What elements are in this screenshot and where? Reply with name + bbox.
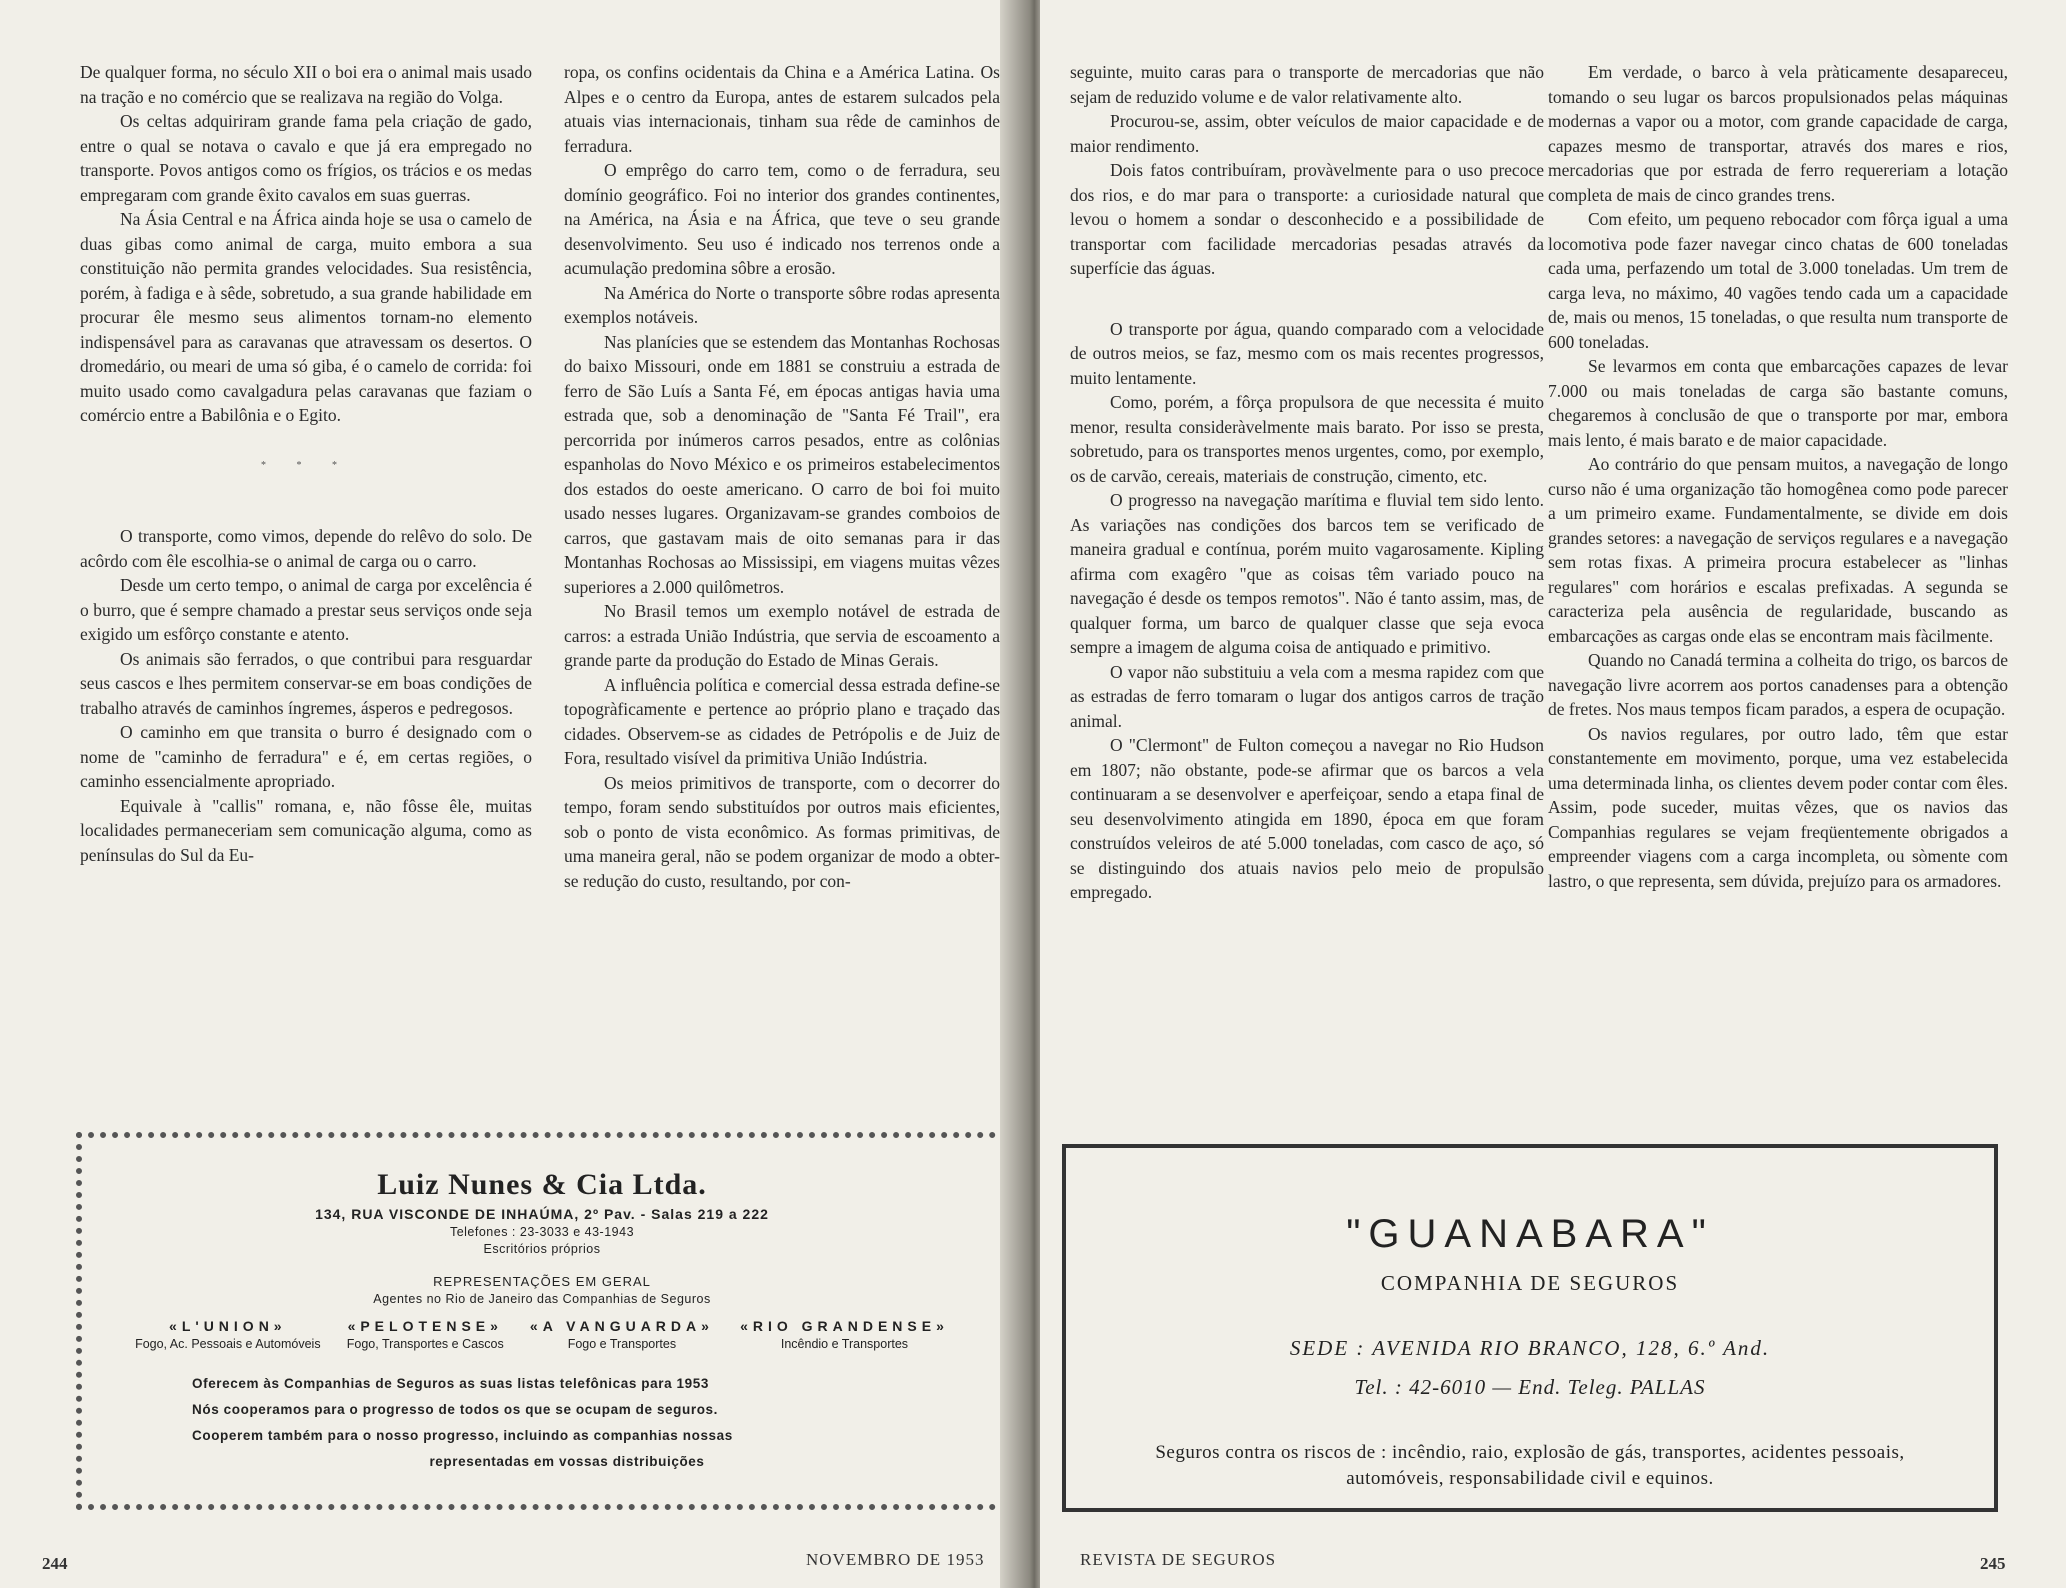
issue-date: NOVEMBRO DE 1953 (806, 1550, 985, 1569)
page-number-left: 244 (42, 1554, 68, 1573)
paragraph: Se levarmos em conta que embarcações capazes de levar 7.000 ou mais toneladas de carga são bastante comuns, chegaremos à conclusão de que o transporte por mar, embora mais lento, é mais barato e de maior capacidade. (1548, 356, 2008, 450)
represented-companies (122, 1318, 962, 1351)
offer-line: Nós cooperamos para o progresso de todos os que se ocupam de seguros. (192, 1402, 719, 1417)
paragraph: Como, porém, a fôrça propulsora de que necessita é muito menor, resulta consideràvelmente mais barato. Por isso se presta, sobretudo, para os transportes menos urgentes, como, por exemplo, os de carvão, cereais, materiais de construção, cimento, etc. (1070, 392, 1544, 486)
company-entry (135, 1318, 321, 1351)
offer-line: Cooperem também para o nosso progresso, incluindo as companhias nossas (192, 1428, 733, 1443)
company-entry (347, 1318, 504, 1351)
paragraph: Os celtas adquiriram grande fama pela criação de gado, entre o qual se notava o cavalo e que já era empregado no transporte. Povos antigos como os frígios, os trácios e os medas empregaram com grande êxito cavalos em suas guerras. (80, 111, 532, 205)
company-entry (530, 1318, 714, 1351)
offer-line: Oferecem às Companhias de Seguros as suas listas telefônicas para 1953 (192, 1376, 709, 1391)
paragraph: Com efeito, um pequeno rebocador com fôrça igual a uma locomotiva pode fazer navegar cinco chatas de 600 toneladas cada uma, perfazendo um total de 3.000 toneladas. Um trem de carga leva, no máximo, 40 vagões tendo cada um a capacidade de, mais ou menos, 15 toneladas, o que resulta num transporte de 600 toneladas. (1548, 209, 2008, 352)
paragraph: Quando no Canadá termina a colheita do trigo, os barcos de navegação livre acorrem aos portos canadenses para a obtenção de fretes. Nos maus tempos ficam parados, a espera de ocupação. (1548, 650, 2008, 719)
company-desc: Fogo, Transportes e Cascos (346, 1337, 504, 1351)
paragraph: Ao contrário do que pensam muitos, a navegação de longo curso não é uma organização tão homogênea como pode parecer a um primeiro exame. Fundamentalmente, se divide em dois grandes setores: a navegação de serviços regulares e a navegação sem rotas fixas. A primeira procura estabelecer as "linhas regulares" com horários e escalas prefixadas. A segunda se caracteriza pela ausência de regularidade, buscando as embarcações as cargas onde elas se encontram mais fàcilmente. (1548, 454, 2008, 646)
offer-line: representadas em vossas distribuições (429, 1454, 705, 1469)
offer-text (192, 1371, 942, 1475)
paragraph: No Brasil temos um exemplo notável de estrada de carros: a estrada União Indústria, que servia de escoamento a grande parte da produção do Estado de Minas Gerais. (564, 601, 1000, 670)
paragraph: Na América do Norte o transporte sôbre rodas apresenta exemplos notáveis. (564, 282, 1000, 327)
page-number-right: 245 (1980, 1554, 2006, 1573)
paragraph: O transporte por água, quando comparado com a velocidade de outros meios, se faz, mesmo com os mais recentes progressos, muito lentamente. (1070, 318, 1544, 388)
left-page (0, 0, 1022, 1588)
paragraph: Na Ásia Central e na África ainda hoje se usa o camelo de duas gibas como animal de carga, muito embora a sua constituição não permita grandes velocidades. Sua resistência, porém, à fadiga e à sêde, sobretudo, a sua grande habilidade em procurar êle mesmo seus alimentos tornam-no elemento indispensável para as caravanas que atravessam os desertos. O dromedário, ou meari de uma só giba, é o camelo de corrida: foi muito usado como cavalgadura pelas caravanas que faziam o comércio entre a Babilônia e o Egito. (80, 209, 532, 425)
company-name: «A VANGUARDA» (529, 1318, 714, 1334)
insurance-coverage: Seguros contra os riscos de : incêndio, raio, explosão de gás, transportes, acidentes pessoais, automóveis, responsabilidade civil e equinos. (1155, 1442, 1905, 1489)
right-column-1 (1070, 60, 1544, 905)
company-name: «PELOTENSE» (347, 1318, 503, 1334)
paragraph: seguinte, muito caras para o transporte de mercadorias que não sejam de reduzido volume e de valor relativamente alto. (1070, 62, 1544, 107)
right-page (1040, 0, 2066, 1588)
paragraph: Procurou-se, assim, obter veículos de maior capacidade e de maior rendimento. (1070, 111, 1544, 156)
advertiser-name: Luiz Nunes & Cia Ltda. (377, 1168, 707, 1201)
paragraph: Desde um certo tempo, o animal de carga por excelência é o burro, que é sempre chamado a prestar seus serviços onde seja exigido um esfôrço constante e atento. (80, 575, 532, 644)
luiz-nunes-advertisement (76, 1132, 1008, 1510)
advertiser-name: "GUANABARA" (1346, 1212, 1714, 1256)
paragraph: Os navios regulares, por outro lado, têm que estar constantemente em movimento, porque, uma vez estabelecida uma determinada linha, os clientes devem poder contar com êles. Assim, pode suceder, muitas vêzes, que os navios das Companhias regulares se vejam freqüentemente obrigados a empreender viagens com a carga incompleta, ou sòmente com lastro, o que representa, sem dúvida, prejuízo para os armadores. (1548, 723, 2008, 891)
paragraph: Nas planícies que se estendem das Montanhas Rochosas do baixo Missouri, onde em 1881 se construiu a estrada de ferro de São Luís a Santa Fé, em épocas antigas havia uma estrada que, sob a denominação de "Santa Fé Trail", era percorrida por inúmeros carros pesados, entre as colônias espanholas do Novo México e os primeiros estabelecimentos dos estados do oeste americano. O carro de boi foi muito usado nesses lugares. Organizavam-se grandes comboios de carros, que gastavam mais de oito semanas para ir das Montanhas Rochosas ao Mississipi, em viagens muitas vêzes superiores a 2.000 quilômetros. (564, 331, 1000, 597)
advertiser-address: SEDE : AVENIDA RIO BRANCO, 128, 6.º And. (1289, 1336, 1771, 1360)
paragraph: O emprêgo do carro tem, como o de ferradura, seu domínio geográfico. Foi no interior dos grandes continentes, na América, na Ásia e na África, que teve o seu grande desenvolvimento. Seu uso é indicado nos terrenos onde a acumulação predomina sôbre a erosão. (564, 160, 1000, 278)
representations-heading: REPRESENTAÇÕES EM GERAL (433, 1274, 651, 1289)
magazine-title: REVISTA DE SEGUROS (1080, 1550, 1277, 1569)
company-entry (740, 1318, 949, 1351)
advertiser-offices: Escritórios próprios (483, 1242, 601, 1256)
advertiser-phones: Telefones : 23-3033 e 43-1943 (449, 1225, 635, 1239)
section-gap (1070, 281, 1544, 317)
paragraph: ropa, os confins ocidentais da China e a América Latina. Os Alpes e o centro da Europa, antes de estarem sulcados pela atuais vias internacionais, tinham sua rêde de caminhos de ferradura. (564, 62, 1000, 156)
company-desc: Fogo, Ac. Pessoais e Automóveis (135, 1337, 321, 1351)
advertiser-address: 134, RUA VISCONDE DE INHAÚMA, 2º Pav. - Salas 219 a 222 (315, 1206, 769, 1222)
agents-line: Agentes no Rio de Janeiro das Companhias de Seguros (373, 1292, 711, 1306)
section-separator: * * * (261, 459, 351, 471)
left-column-1 (80, 60, 532, 867)
paragraph: A influência política e comercial dessa estrada define-se topogràficamente e pertence ao próprio plano e traçado das cidades. Observem-se as cidades de Petrópolis e de Juiz de Fora, resultado visível da primitiva União Indústria. (564, 674, 1000, 768)
guanabara-advertisement (1062, 1144, 1998, 1512)
paragraph: O "Clermont" de Fulton começou a navegar no Rio Hudson em 1807; não obstante, pode-se afirmar que os barcos a vela continuaram a se desenvolver e aperfeiçoar, sendo a etapa final de seu desenvolvimento atingida em 1890, época em que foram construídos veleiros de até 5.000 toneladas, com casco de aço, só se distinguindo dos atuais navios pelo meio de propulsão empregado. (1070, 735, 1544, 902)
company-name: «L'UNION» (169, 1318, 287, 1334)
paragraph: Dois fatos contribuíram, provàvelmente para o uso precoce dos rios, e do mar para o transporte: a curiosidade natural que levou o homem a sondar o desconhecido e a possibilidade de transportar com facilidade mercadorias pesadas através da superfície das águas. (1070, 160, 1544, 278)
paragraph: Os animais são ferrados, o que contribui para resguardar seus cascos e lhes permitem conservar-se em boas condições de trabalho através de caminhos íngremes, ásperos e pedregosos. (80, 648, 532, 718)
advertiser-phone: Tel. : 42-6010 — End. Teleg. PALLAS (1354, 1375, 1706, 1399)
paragraph: O caminho em que transita o burro é designado com o nome de "caminho de ferradura" e é, em certas regiões, o caminho essencialmente apropriado. (80, 722, 532, 791)
paragraph: Em verdade, o barco à vela pràticamente desapareceu, tomando o seu lugar os barcos propulsionados pelas máquinas modernas a vapor ou a motor, com grande capacidade de carga, capazes mesmo de transportar, através dos mares e rios, mercadorias que por estrada de ferro requereriam a lotação completa de mais de cinco grandes trens. (1548, 62, 2008, 205)
paragraph: O transporte, como vimos, depende do relêvo do solo. De acôrdo com êle escolhia-se o animal de carga ou o carro. (80, 526, 532, 571)
paragraph: Os meios primitivos de transporte, com o decorrer do tempo, foram sendo substituídos por outros mais eficientes, sob o ponto de vista econômico. As formas primitivas, de uma maneira geral, não se podem organizar de modo a obter-se redução do custo, resultando, por con- (564, 772, 1000, 891)
company-desc: Fogo e Transportes (567, 1337, 677, 1351)
paragraph: O progresso na navegação marítima e fluvial tem sido lento. As variações nas condições dos barcos tem se verificado de maneira gradual e contínua, porém muito vagarosamente. Kipling afirma com exagêro "que as coisas têm variado pouco na navegação é desde os tempos remotos". Não é tanto assim, mas, de qualquer forma, um barco de qualquer classe que seja evoca sempre a imagem de alguma coisa de antiquado e primitivo. (1070, 490, 1544, 657)
left-column-2 (564, 60, 1000, 893)
paragraph: Equivale à "callis" romana, e, não fôsse êle, muitas localidades permaneceriam sem comunicação alguma, como as penínsulas do Sul da Eu- (80, 795, 532, 865)
paragraph: O vapor não substituiu a vela com a mesma rapidez com que as estradas de ferro tomaram o lugar dos antigos carros de tração animal. (1070, 661, 1544, 731)
advertiser-subtitle: COMPANHIA DE SEGUROS (1380, 1271, 1680, 1295)
company-name: «RIO GRANDENSE» (740, 1318, 949, 1334)
right-column-2 (1548, 60, 2008, 893)
company-desc: Incêndio e Transportes (780, 1337, 909, 1351)
paragraph: De qualquer forma, no século XII o boi era o animal mais usado na tração e no comércio que se realizava na região do Volga. (80, 62, 532, 107)
